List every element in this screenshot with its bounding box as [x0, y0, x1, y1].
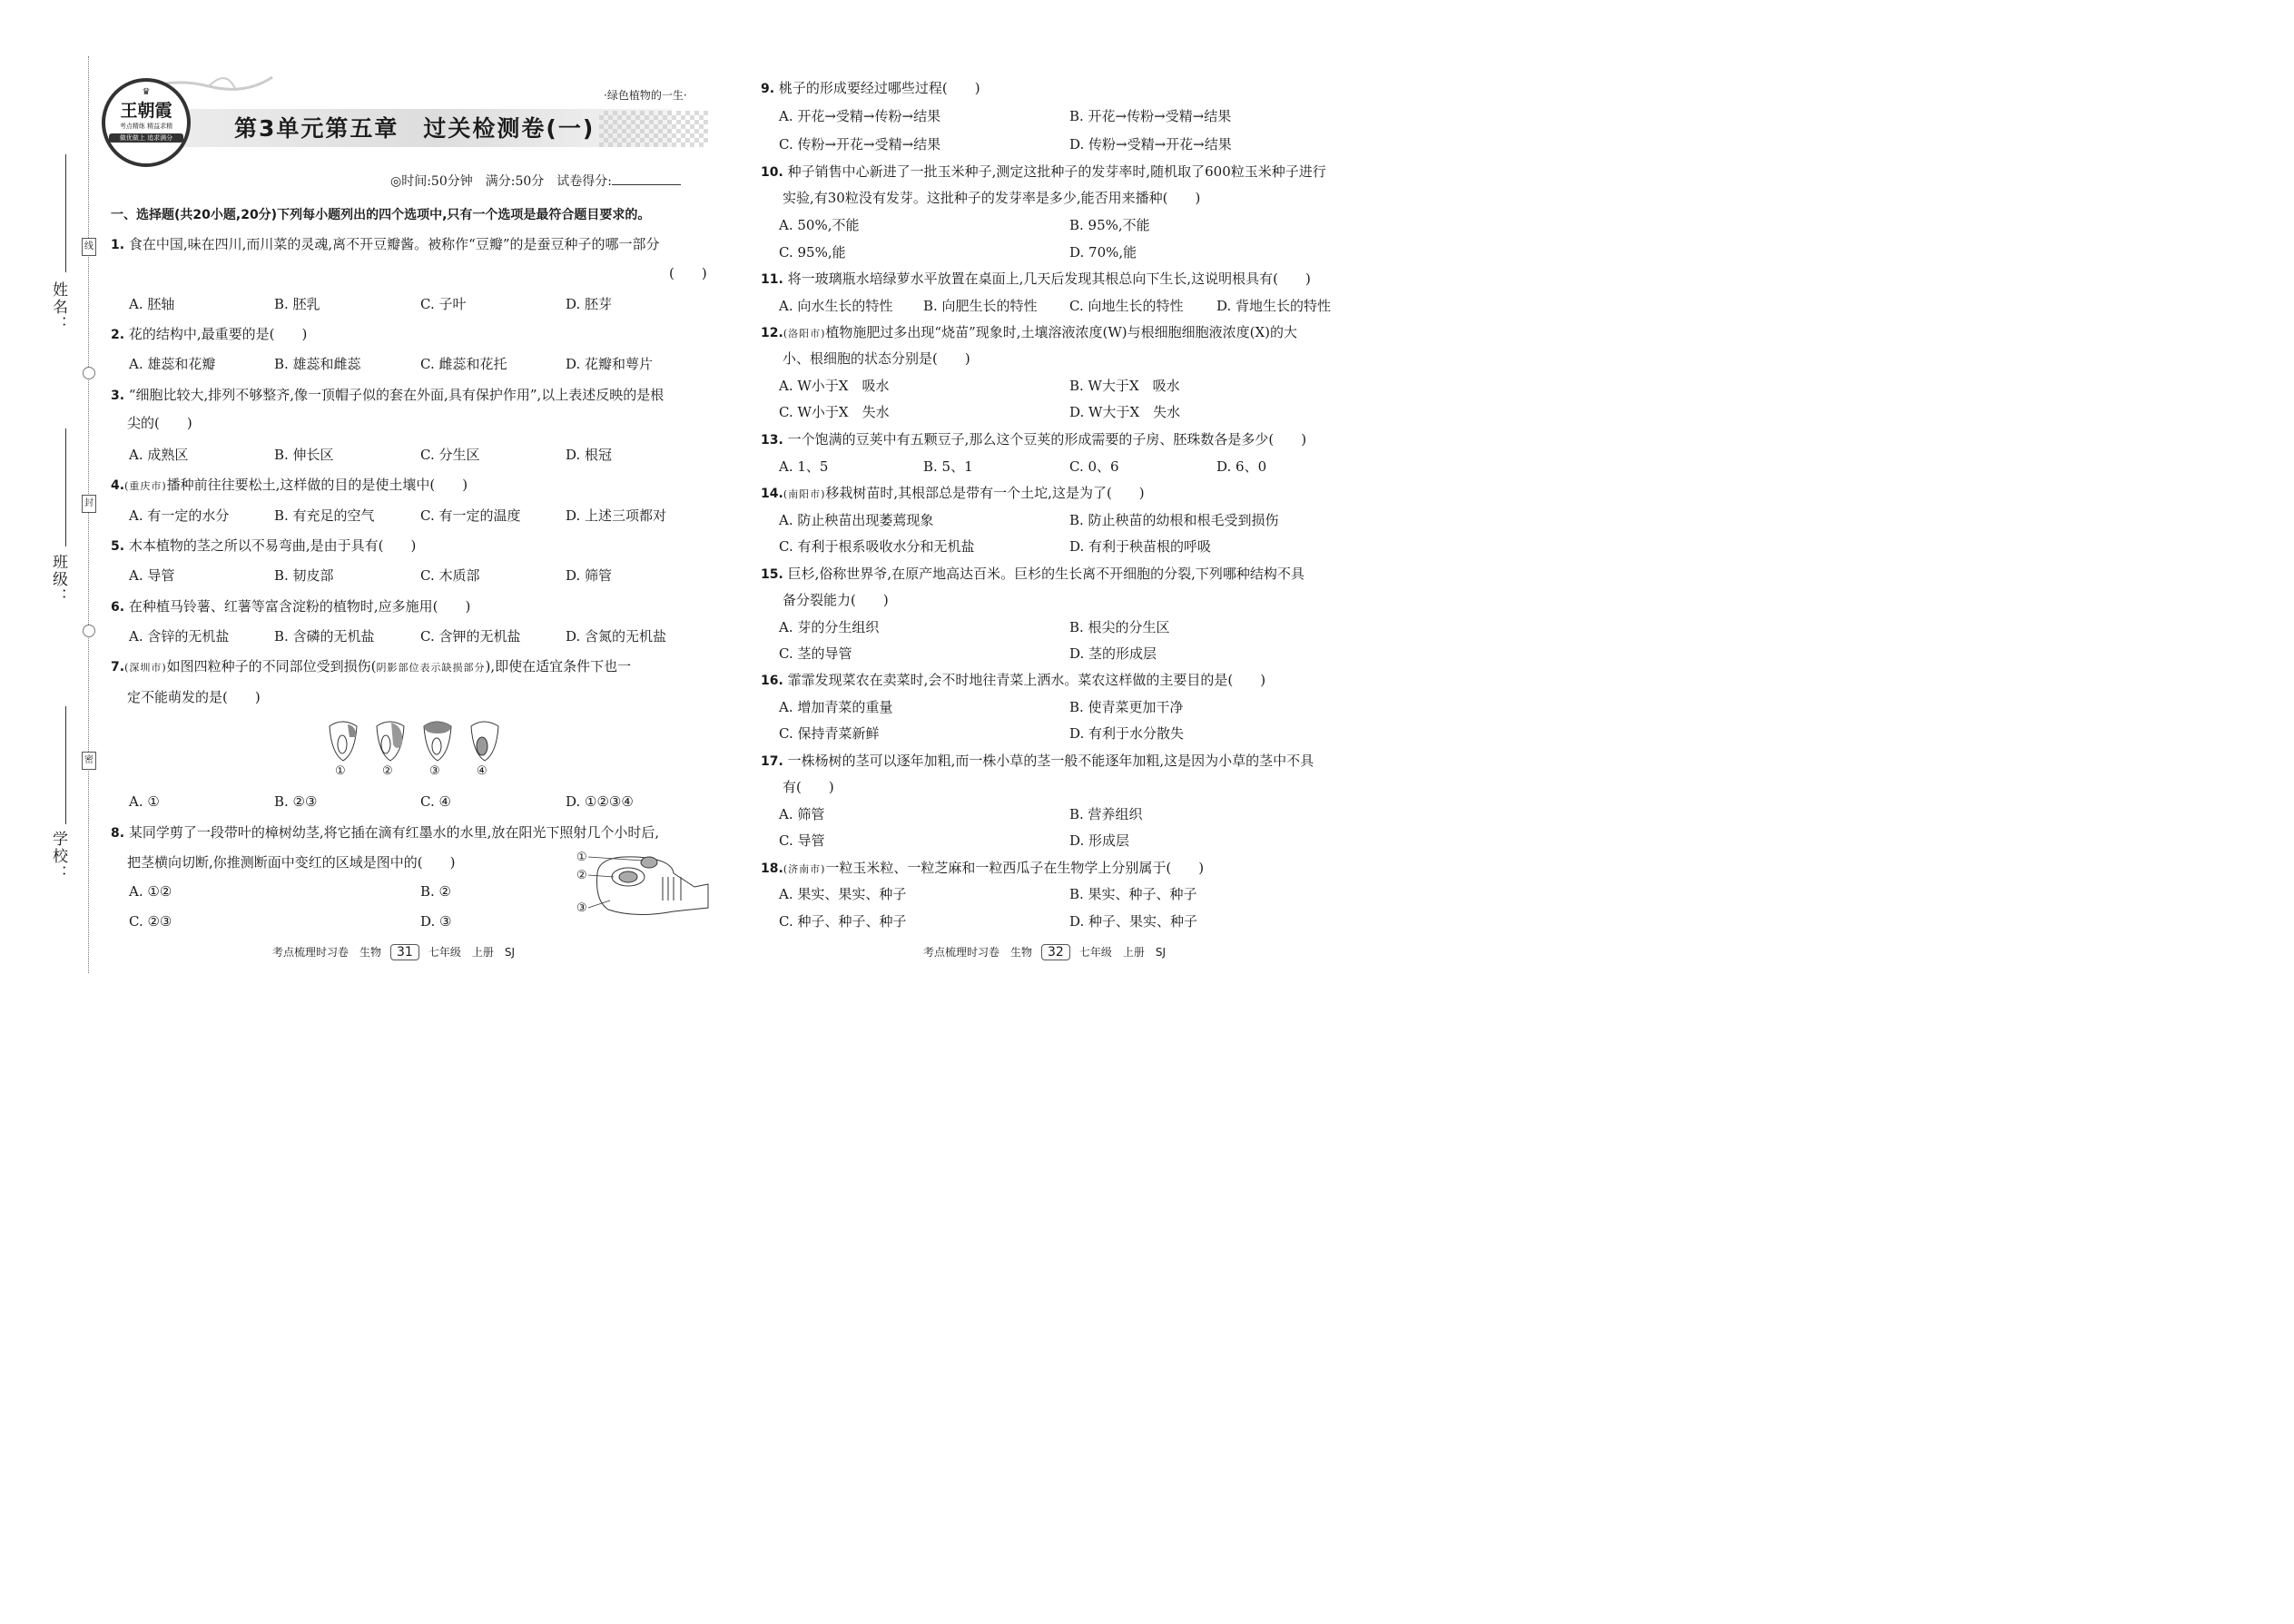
option-b[interactable]: B. 根尖的分生区 [1069, 619, 1170, 635]
option-a[interactable]: A. 增加青菜的重量 [779, 699, 893, 715]
seal-mark-line: 线 [82, 238, 96, 256]
option-c[interactable]: C. 95%,能 [779, 244, 846, 261]
option-d[interactable]: D. 70%,能 [1069, 244, 1137, 261]
logo-motto: 考点精练 精益求精 [119, 123, 173, 130]
fig-label-4: ④ [477, 764, 487, 778]
seed-3-icon [424, 722, 451, 761]
option-c[interactable]: C. 0、6 [1069, 458, 1119, 475]
option-d[interactable]: D. 6、0 [1216, 458, 1267, 475]
chapter-tag: ·绿色植物的一生· [604, 89, 687, 102]
option-b[interactable]: B. 5、1 [923, 458, 973, 475]
option-b[interactable]: B. 韧皮部 [274, 567, 334, 584]
option-a[interactable]: A. 有一定的水分 [129, 507, 230, 524]
logo-slogan: 做优做上 追求满分 [109, 133, 183, 143]
stem-cross-section-figure [572, 846, 722, 928]
option-b[interactable]: B. 含磷的无机盐 [274, 628, 375, 645]
option-d[interactable]: D. 筛管 [566, 567, 613, 584]
option-d[interactable]: D. 背地生长的特性 [1216, 298, 1332, 314]
option-c[interactable]: C. 雌蕊和花托 [420, 356, 507, 372]
option-b[interactable]: B. 防止秧苗的幼根和根毛受到损伤 [1069, 512, 1279, 528]
seed-1-icon [330, 722, 357, 761]
footer-left: 考点梳理时习卷 生物 31 七年级 上册 SJ [272, 945, 516, 960]
option-a[interactable]: A. 含锌的无机盐 [129, 628, 230, 645]
option-a[interactable]: A. 筛管 [779, 806, 825, 822]
option-d[interactable]: D. 形成层 [1069, 832, 1130, 849]
option-c[interactable]: C. 保持青菜新鲜 [779, 725, 880, 742]
seal-mark-secret: 密 [82, 752, 96, 770]
option-d[interactable]: D. 有利于水分散失 [1069, 725, 1185, 742]
seal-mark-seal: 封 [82, 495, 96, 513]
option-c[interactable]: C. ④ [420, 793, 451, 810]
option-a[interactable]: A. 成熟区 [129, 447, 189, 463]
option-b[interactable]: B. 胚乳 [274, 296, 320, 312]
fig-label-2: ② [382, 764, 393, 778]
option-a[interactable]: A. ① [129, 793, 160, 810]
option-c[interactable]: C. 传粉→开花→受精→结果 [779, 136, 941, 153]
option-b[interactable]: B. 营养组织 [1069, 806, 1143, 822]
binding-hole-icon [83, 625, 95, 637]
option-d[interactable]: D. ③ [420, 913, 452, 930]
option-b[interactable]: B. 95%,不能 [1069, 217, 1150, 233]
option-c[interactable]: C. 茎的导管 [779, 645, 852, 662]
option-c[interactable]: C. 有一定的温度 [420, 507, 521, 524]
checker-decoration [599, 111, 708, 147]
option-b[interactable]: B. 开花→传粉→受精→结果 [1069, 108, 1232, 124]
fig-label-3: ③ [576, 901, 587, 915]
page-title: 第3单元第五章 过关检测卷(一) [234, 115, 596, 142]
answer-paren[interactable]: ( ) [669, 265, 707, 281]
option-b[interactable]: B. W大于X 吸水 [1069, 378, 1180, 394]
option-c[interactable]: C. 向地生长的特性 [1069, 298, 1184, 314]
option-c[interactable]: C. 有利于根系吸收水分和无机盐 [779, 538, 975, 555]
option-d[interactable]: D. ①②③④ [566, 793, 634, 810]
option-c[interactable]: C. W小于X 失水 [779, 404, 890, 420]
option-b[interactable]: B. 向肥生长的特性 [923, 298, 1038, 314]
option-c[interactable]: C. 子叶 [420, 296, 467, 312]
option-d[interactable]: D. 传粉→受精→开花→结果 [1069, 136, 1232, 153]
option-a[interactable]: A. 防止秧苗出现萎蔫现象 [779, 512, 934, 528]
option-a[interactable]: A. 胚轴 [129, 296, 175, 312]
seed-4-icon [471, 722, 498, 761]
option-a[interactable]: A. 向水生长的特性 [779, 298, 893, 314]
option-d[interactable]: D. 含氮的无机盐 [566, 628, 667, 645]
option-a[interactable]: A. 50%,不能 [779, 217, 860, 233]
option-b[interactable]: B. ② [420, 883, 452, 900]
option-c[interactable]: C. 木质部 [420, 567, 480, 584]
option-b[interactable]: B. ②③ [274, 793, 318, 810]
name-fill-line[interactable] [65, 154, 66, 272]
seed-2-icon [377, 722, 404, 761]
option-b[interactable]: B. 伸长区 [274, 447, 334, 463]
logo-text: 王朝霞 [120, 101, 172, 121]
option-a[interactable]: A. 芽的分生组织 [779, 619, 880, 635]
option-c[interactable]: C. 含钾的无机盐 [420, 628, 521, 645]
school-fill-line[interactable] [65, 706, 66, 824]
option-c[interactable]: C. ②③ [129, 913, 172, 930]
option-d[interactable]: D. 上述三项都对 [566, 507, 667, 524]
score-field[interactable] [612, 184, 681, 185]
binding-hole-icon [83, 367, 95, 379]
option-a[interactable]: A. ①② [129, 883, 172, 900]
page-number: 31 [390, 944, 419, 960]
class-label: 班级： [49, 554, 67, 605]
option-d[interactable]: D. 茎的形成层 [1069, 645, 1157, 662]
option-a[interactable]: A. 雄蕊和花瓣 [129, 356, 216, 372]
option-a[interactable]: A. 开花→受精→传粉→结果 [779, 108, 941, 124]
binding-dotted-line [88, 56, 89, 973]
option-b[interactable]: B. 有充足的空气 [274, 507, 375, 524]
option-b[interactable]: B. 使青菜更加干净 [1069, 699, 1184, 715]
option-b[interactable]: B. 雄蕊和雌蕊 [274, 356, 361, 372]
option-d[interactable]: D. 胚芽 [566, 296, 613, 312]
fig-label-1: ① [576, 851, 587, 864]
option-a[interactable]: A. 导管 [129, 567, 175, 584]
logo-crown-icon: ♛ [142, 87, 151, 97]
option-b[interactable]: B. 果实、种子、种子 [1069, 886, 1197, 902]
school-label: 学校： [49, 831, 67, 882]
fig-label-2: ② [576, 869, 587, 882]
option-d[interactable]: D. 根冠 [566, 447, 613, 463]
footer-right: 考点梳理时习卷 生物 32 七年级 上册 SJ [923, 945, 1167, 960]
fig-label-1: ① [335, 764, 346, 778]
section-heading: 一、选择题(共20小题,20分)下列每小题列出的四个选项中,只有一个选项是最符合题目要求的。 [111, 208, 651, 222]
fig-label-3: ③ [429, 764, 440, 778]
option-d[interactable]: D. 花瓣和萼片 [566, 356, 654, 372]
option-c[interactable]: C. 种子、种子、种子 [779, 913, 907, 930]
option-d[interactable]: D. 种子、果实、种子 [1069, 913, 1198, 930]
option-a[interactable]: A. W小于X 吸水 [779, 378, 890, 394]
option-a[interactable]: A. 1、5 [779, 458, 829, 475]
option-d[interactable]: D. W大于X 失水 [1069, 404, 1181, 420]
option-a[interactable]: A. 果实、果实、种子 [779, 886, 907, 902]
brand-logo [102, 78, 191, 167]
name-label: 姓名： [49, 281, 67, 333]
option-c[interactable]: C. 分生区 [420, 447, 480, 463]
exam-info: ◎时间:50分钟 满分:50分 试卷得分: [390, 172, 681, 190]
class-fill-line[interactable] [65, 428, 66, 546]
option-d[interactable]: D. 有利于秧苗根的呼吸 [1069, 538, 1212, 555]
page-number: 32 [1041, 944, 1070, 960]
option-c[interactable]: C. 导管 [779, 832, 825, 849]
